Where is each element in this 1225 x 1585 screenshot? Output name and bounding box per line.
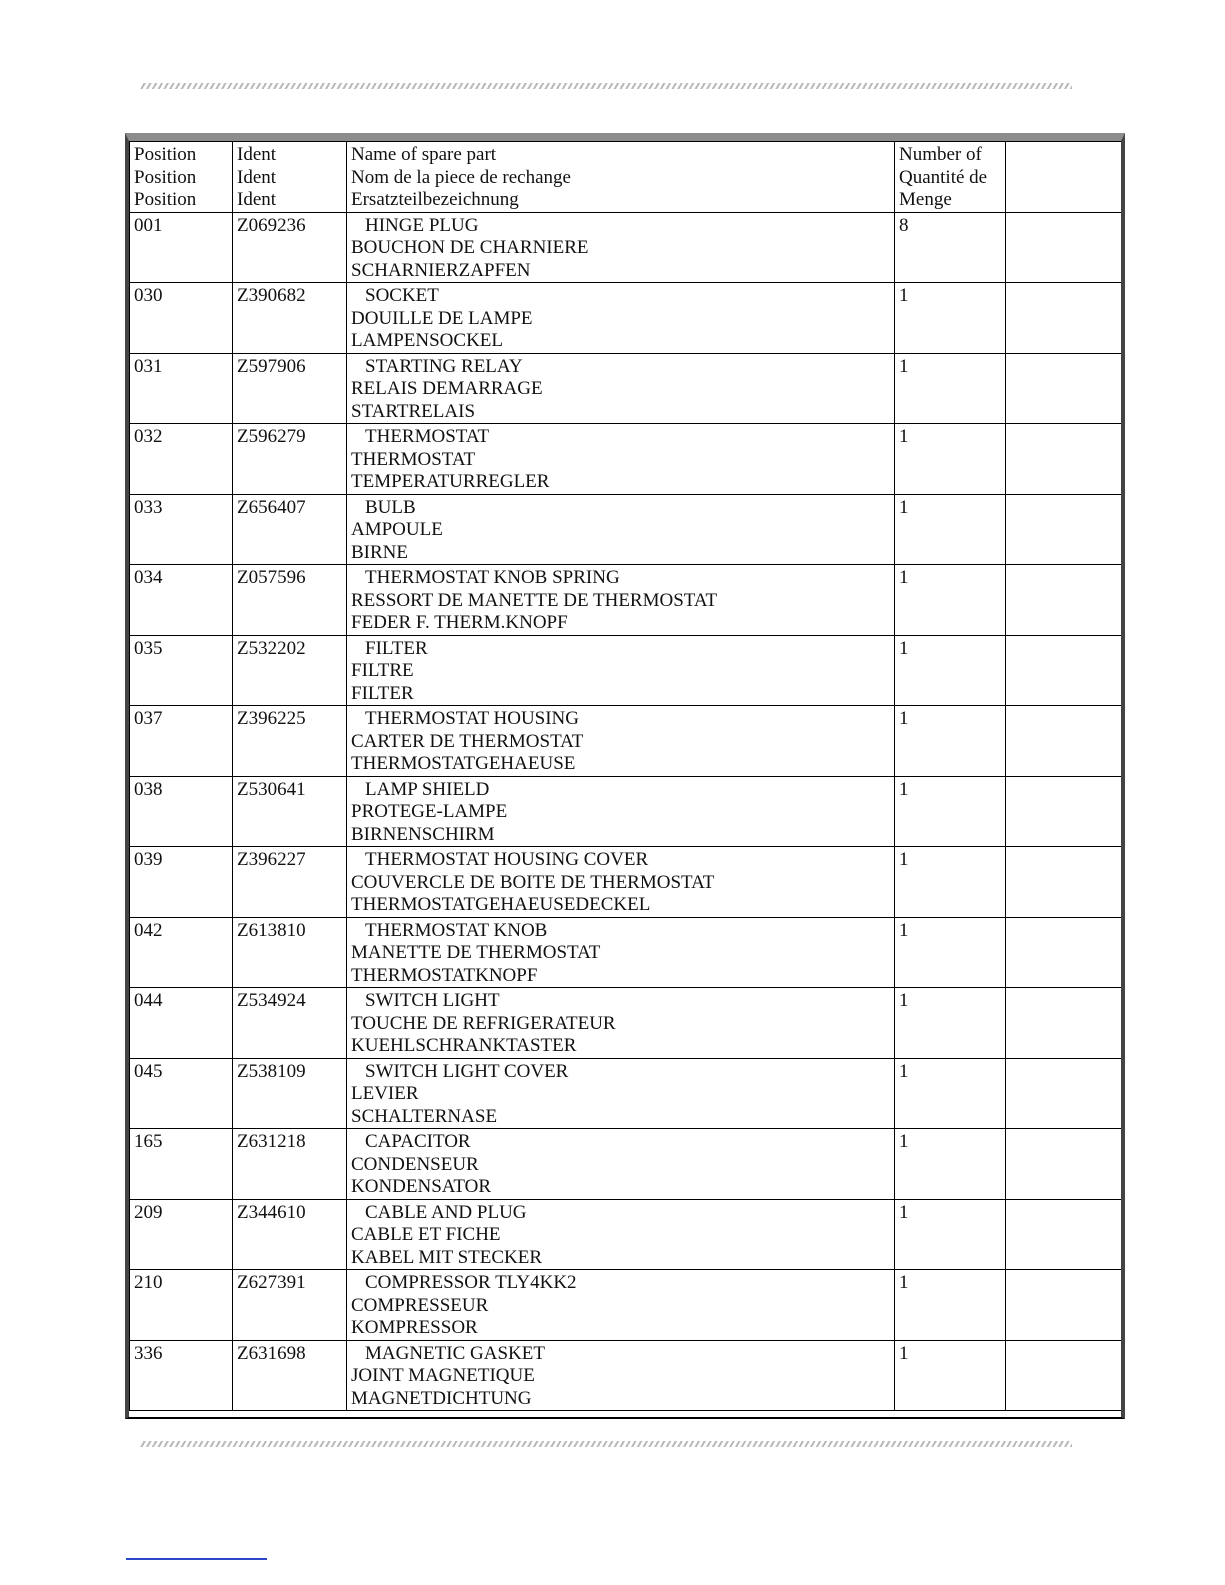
cell-ident: Z631698 <box>233 1340 347 1411</box>
table-row <box>130 1199 1123 1270</box>
name-french: AMPOULE <box>351 519 443 540</box>
name-french: DOUILLE DE LAMPE <box>351 307 533 329</box>
cell-quantity: 1 <box>895 424 1006 495</box>
cell-position: 336 <box>130 1340 233 1411</box>
cell-empty <box>1006 776 1123 847</box>
name-german: SCHARNIERZAPFEN <box>351 259 531 281</box>
cell-empty <box>1006 1199 1123 1270</box>
cell-quantity: 1 <box>895 917 1006 988</box>
cell-position: 034 <box>130 565 233 636</box>
name-french: CABLE ET FICHE <box>351 1224 501 1245</box>
cell-ident: Z344610 <box>233 1199 347 1270</box>
name-french: COMPRESSEUR <box>351 1294 489 1316</box>
name-german: LAMPENSOCKEL <box>351 330 504 351</box>
name-french: BOUCHON DE CHARNIERE <box>351 237 589 258</box>
cell-name <box>347 706 895 777</box>
table-row <box>130 424 1123 495</box>
cell-name <box>347 424 895 495</box>
cell-position: 030 <box>130 283 233 354</box>
name-french: RESSORT DE MANETTE DE THERMOSTAT <box>351 589 718 611</box>
cell-name <box>347 917 895 988</box>
name-german: STARTRELAIS <box>351 400 476 422</box>
name-german: MAGNETDICHTUNG <box>351 1387 532 1409</box>
cell-empty <box>1006 283 1123 354</box>
name-english: THERMOSTAT HOUSING COVER <box>365 849 649 870</box>
cell-empty <box>1006 847 1123 918</box>
cell-position: 042 <box>130 917 233 988</box>
bottom-separator <box>140 1441 1072 1447</box>
cell-ident: Z596279 <box>233 424 347 495</box>
table-row <box>130 635 1123 706</box>
table-row <box>130 988 1123 1059</box>
cell-ident: Z396227 <box>233 847 347 918</box>
spare-parts-table <box>125 133 1125 1419</box>
name-german: BIRNE <box>351 541 408 563</box>
cell-empty <box>1006 494 1123 565</box>
header-quantity: Number of Quantité de Menge <box>895 142 1006 213</box>
name-english: STARTING RELAY <box>365 355 523 377</box>
cell-position: 209 <box>130 1199 233 1270</box>
name-french: TOUCHE DE REFRIGERATEUR <box>351 1012 616 1034</box>
cell-name <box>347 212 895 283</box>
name-english: CAPACITOR <box>365 1131 471 1152</box>
table-row <box>130 494 1123 565</box>
name-english: MAGNETIC GASKET <box>365 1342 545 1364</box>
cell-ident: Z627391 <box>233 1270 347 1341</box>
name-french: PROTEGE-LAMPE <box>351 801 508 822</box>
name-german: KUEHLSCHRANKTASTER <box>351 1035 577 1056</box>
name-german: KONDENSATOR <box>351 1176 492 1197</box>
name-english: FILTER <box>365 637 428 659</box>
cell-name <box>347 283 895 354</box>
cell-empty <box>1006 1058 1123 1129</box>
cell-position: 035 <box>130 635 233 706</box>
name-french: LEVIER <box>351 1083 419 1104</box>
cell-quantity: 1 <box>895 1270 1006 1341</box>
cell-ident: Z656407 <box>233 494 347 565</box>
table-row <box>130 212 1123 283</box>
cell-name <box>347 1270 895 1341</box>
cell-name <box>347 988 895 1059</box>
cell-name <box>347 776 895 847</box>
table-row <box>130 776 1123 847</box>
cell-quantity: 8 <box>895 212 1006 283</box>
name-english: SWITCH LIGHT <box>365 990 500 1011</box>
name-german: THERMOSTATKNOPF <box>351 964 538 986</box>
header-ident: Ident Ident Ident <box>233 142 347 213</box>
cell-position: 044 <box>130 988 233 1059</box>
name-german: THERMOSTATGEHAEUSEDECKEL <box>351 894 651 915</box>
table-row <box>130 353 1123 424</box>
cell-empty <box>1006 988 1123 1059</box>
top-separator <box>140 83 1072 89</box>
header-name: Name of spare part Nom de la piece de rechange Ersatzteilbezeichnung <box>347 142 895 213</box>
name-english: SOCKET <box>365 285 439 306</box>
cell-position: 039 <box>130 847 233 918</box>
cell-position: 037 <box>130 706 233 777</box>
name-french: MANETTE DE THERMOSTAT <box>351 942 601 963</box>
name-english: CABLE AND PLUG <box>365 1201 527 1223</box>
cell-quantity: 1 <box>895 1199 1006 1270</box>
cell-quantity: 1 <box>895 1129 1006 1200</box>
cell-empty <box>1006 706 1123 777</box>
cell-ident: Z057596 <box>233 565 347 636</box>
name-german: KOMPRESSOR <box>351 1317 478 1338</box>
cell-ident: Z534924 <box>233 988 347 1059</box>
cell-empty <box>1006 353 1123 424</box>
cell-empty <box>1006 565 1123 636</box>
cell-ident: Z530641 <box>233 776 347 847</box>
table-row <box>130 1129 1123 1200</box>
cell-empty <box>1006 1129 1123 1200</box>
cell-quantity: 1 <box>895 1340 1006 1411</box>
name-german: FEDER F. THERM.KNOPF <box>351 612 568 633</box>
name-french: COUVERCLE DE BOITE DE THERMOSTAT <box>351 871 715 893</box>
cell-position: 165 <box>130 1129 233 1200</box>
name-english: THERMOSTAT KNOB SPRING <box>365 567 620 588</box>
name-german: THERMOSTATGEHAEUSE <box>351 753 576 774</box>
name-english: THERMOSTAT HOUSING <box>365 708 580 729</box>
name-french: FILTRE <box>351 660 414 681</box>
table-row <box>130 1270 1123 1341</box>
cell-ident: Z396225 <box>233 706 347 777</box>
cell-ident: Z631218 <box>233 1129 347 1200</box>
cell-quantity: 1 <box>895 565 1006 636</box>
name-french: JOINT MAGNETIQUE <box>351 1365 535 1386</box>
cell-name <box>347 1058 895 1129</box>
name-english: COMPRESSOR TLY4KK2 <box>365 1272 577 1293</box>
cell-empty <box>1006 1340 1123 1411</box>
name-german: FILTER <box>351 682 414 704</box>
cell-quantity: 1 <box>895 776 1006 847</box>
cell-name <box>347 1340 895 1411</box>
name-english: SWITCH LIGHT COVER <box>365 1060 569 1082</box>
table-header-row <box>130 142 1123 213</box>
cell-quantity: 1 <box>895 847 1006 918</box>
cell-quantity: 1 <box>895 1058 1006 1129</box>
cell-name <box>347 565 895 636</box>
table-row <box>130 1058 1123 1129</box>
cell-quantity: 1 <box>895 635 1006 706</box>
name-french: RELAIS DEMARRAGE <box>351 378 543 399</box>
cell-name <box>347 353 895 424</box>
cell-ident: Z390682 <box>233 283 347 354</box>
table-row <box>130 565 1123 636</box>
cell-empty <box>1006 424 1123 495</box>
cell-position: 210 <box>130 1270 233 1341</box>
table-row <box>130 1340 1123 1411</box>
cell-empty <box>1006 1270 1123 1341</box>
cell-quantity: 1 <box>895 283 1006 354</box>
cell-position: 032 <box>130 424 233 495</box>
name-french: CARTER DE THERMOSTAT <box>351 730 584 752</box>
cell-ident: Z069236 <box>233 212 347 283</box>
cell-position: 033 <box>130 494 233 565</box>
name-english: THERMOSTAT KNOB <box>365 919 548 941</box>
cell-ident: Z538109 <box>233 1058 347 1129</box>
cell-quantity: 1 <box>895 706 1006 777</box>
cell-ident: Z532202 <box>233 635 347 706</box>
cell-name <box>347 1199 895 1270</box>
name-german: KABEL MIT STECKER <box>351 1246 543 1268</box>
header-empty <box>1006 142 1123 213</box>
name-german: TEMPERATURREGLER <box>351 471 550 492</box>
name-french: CONDENSEUR <box>351 1153 479 1175</box>
cell-quantity: 1 <box>895 353 1006 424</box>
name-english: BULB <box>365 496 416 518</box>
cell-position: 001 <box>130 212 233 283</box>
cell-name <box>347 635 895 706</box>
table-row <box>130 706 1123 777</box>
table-row <box>130 283 1123 354</box>
cell-position: 038 <box>130 776 233 847</box>
cell-position: 031 <box>130 353 233 424</box>
cell-empty <box>1006 635 1123 706</box>
cell-empty <box>1006 212 1123 283</box>
name-french: THERMOSTAT <box>351 448 476 470</box>
name-english: LAMP SHIELD <box>365 778 490 800</box>
cell-name <box>347 1129 895 1200</box>
cell-ident: Z613810 <box>233 917 347 988</box>
header-position: Position Position Position <box>130 142 233 213</box>
cell-name <box>347 494 895 565</box>
table-row <box>130 847 1123 918</box>
name-german: BIRNENSCHIRM <box>351 823 495 845</box>
cell-empty <box>1006 917 1123 988</box>
cell-ident: Z597906 <box>233 353 347 424</box>
cell-quantity: 1 <box>895 494 1006 565</box>
cell-quantity: 1 <box>895 988 1006 1059</box>
name-english: THERMOSTAT <box>365 426 490 447</box>
name-german: SCHALTERNASE <box>351 1105 498 1127</box>
footer-link-underline[interactable] <box>126 1558 267 1560</box>
table-row <box>130 917 1123 988</box>
cell-name <box>347 847 895 918</box>
cell-position: 045 <box>130 1058 233 1129</box>
name-english: HINGE PLUG <box>365 214 479 236</box>
